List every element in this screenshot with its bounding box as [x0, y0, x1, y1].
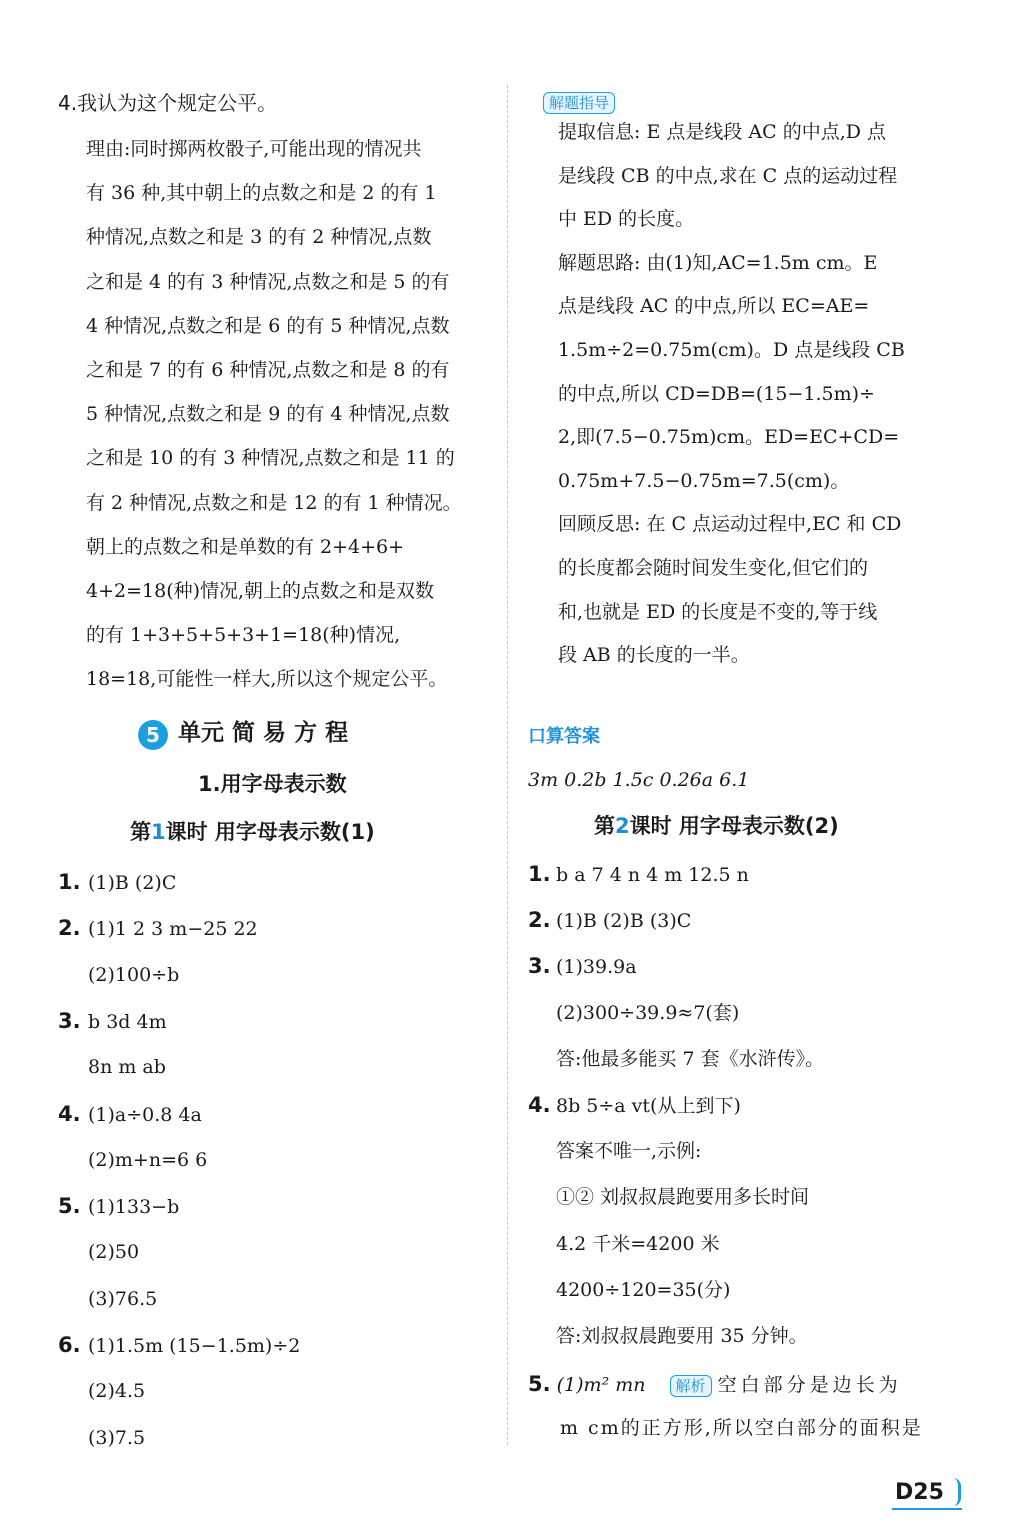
q4-lines-line: 4+2=18(种)情况,朝上的点数之和是双数	[86, 580, 435, 602]
answer-text: (1)B (2)B (3)C	[556, 910, 692, 933]
guide-lines-line: 1.5m÷2=0.75m(cm)。D 点是线段 CB	[558, 339, 905, 361]
answer-row	[528, 862, 749, 887]
answer-row	[58, 1148, 207, 1172]
answer-row	[58, 870, 176, 895]
answer-text: 4200÷120=35(分)	[556, 1278, 731, 1301]
q4-lines-line: 4 种情况,点数之和是 6 的有 5 种情况,点数	[86, 314, 450, 337]
answer-row	[58, 1055, 166, 1079]
q4-lines-line: 有 2 种情况,点数之和是 12 的有 1 种情况。	[86, 491, 462, 514]
answer-row	[528, 1001, 739, 1025]
answer-text: (1)1.5m (15−1.5m)÷2	[88, 1335, 301, 1357]
q5-line1	[528, 1372, 902, 1397]
answer-number: 2.	[58, 916, 81, 941]
analysis-tag: 解析	[670, 1375, 712, 1397]
answer-text: ①② 刘叔叔晨跑要用多长时间	[556, 1186, 810, 1209]
answer-row	[58, 1194, 179, 1219]
guide-lines-line: 的中点,所以 CD=DB=(15−1.5m)÷	[558, 382, 875, 405]
answer-row	[528, 1047, 824, 1071]
q4-lines-line: 18=18,可能性一样大,所以这个规定公平。	[86, 668, 448, 691]
answer-text: (3)7.5	[88, 1426, 146, 1449]
answer-row	[58, 1009, 167, 1034]
answer-row	[58, 1240, 139, 1264]
answer-number: 6.	[58, 1333, 81, 1357]
q4-lines-line: 理由:同时掷两枚骰子,可能出现的情况共	[86, 138, 422, 160]
unit-number-badge: 5	[138, 720, 168, 750]
answer-text: 8n m ab	[88, 1056, 166, 1079]
answer-row	[528, 954, 637, 979]
answer-number: 3.	[528, 954, 551, 979]
answer-row	[528, 1278, 730, 1302]
guide-lines-line: 回顾反思: 在 C 点运动过程中,EC 和 CD	[558, 513, 902, 536]
guide-lines-line: 和,也就是 ED 的长度是不变的,等于线	[558, 600, 878, 623]
unit-title: 单元 简 易 方 程	[178, 720, 349, 746]
guide-lines-line: 是线段 CB 的中点,求在 C 点的运动过程	[558, 164, 898, 187]
answer-text: (1)B (2)C	[88, 872, 177, 894]
lesson-1-title	[130, 820, 375, 844]
guide-tag-wrap	[543, 90, 615, 114]
answer-text: (3)76.5	[88, 1287, 158, 1310]
guide-lines-line: 的长度都会随时间发生变化,但它们的	[558, 557, 869, 579]
answer-number: 2.	[528, 908, 551, 933]
answer-row	[58, 1287, 157, 1311]
page-number: D25	[895, 1480, 944, 1505]
q4-lines-line: 有 36 种,其中朝上的点数之和是 2 的有 1	[86, 182, 437, 205]
answer-number: 1.	[58, 870, 81, 894]
q4-lines-line: 种情况,点数之和是 3 的有 2 种情况,点数	[86, 226, 432, 249]
answer-row	[528, 908, 691, 933]
guide-lines-line: 2,即(7.5−0.75m)cm。ED=EC+CD=	[558, 426, 900, 449]
answer-text: (2)300÷39.9≈7(套)	[556, 1001, 740, 1024]
lesson-suffix: 课时 用字母表示数(1)	[165, 820, 375, 844]
guide-lines-line: 段 AB 的长度的一半。	[558, 644, 750, 667]
page-number-underline	[892, 1508, 962, 1510]
lesson-number: 1	[151, 820, 166, 844]
answer-row	[528, 1232, 720, 1256]
answer-number: 4.	[58, 1101, 81, 1126]
answer-text: (1)a÷0.8 4a	[88, 1103, 202, 1126]
answer-row	[58, 1102, 202, 1127]
answer-text: 4.2 千米=4200 米	[556, 1232, 720, 1255]
answer-number: 3.	[58, 1008, 81, 1033]
answer-number: 5.	[58, 1194, 81, 1219]
q5-line2: m cm的正方形,所以空白部分的面积是	[560, 1417, 923, 1439]
q4-title: 4.我认为这个规定公平。	[58, 91, 278, 115]
guide-lines-line: 点是线段 AC 的中点,所以 EC=AE=	[558, 295, 870, 318]
q4-lines-line: 5 种情况,点数之和是 9 的有 4 种情况,点数	[86, 403, 450, 426]
answer-text: (2)4.5	[88, 1380, 146, 1403]
answer-text: (1)39.9a	[556, 956, 637, 979]
q4-lines-line: 朝上的点数之和是单数的有 2+4+6+	[86, 535, 405, 558]
answer-text: (2)50	[88, 1241, 140, 1264]
answer-text: (1)133−b	[88, 1196, 180, 1219]
column-divider	[507, 85, 508, 1445]
answer-number: 1.	[528, 862, 551, 886]
answer-text: b 3d 4m	[88, 1010, 167, 1033]
oral-answer-title: 口算答案	[528, 726, 600, 747]
answer-text: b a 7 4 n 4 m 12.5 n	[556, 864, 749, 886]
oral-answers: 3m 0.2b 1.5c 0.26a 6.1	[528, 769, 750, 791]
answer-text: (2)100÷b	[88, 963, 180, 986]
q5-tail: 空白部分是边长为	[717, 1374, 902, 1396]
answer-text: 8b 5÷a vt(从上到下)	[556, 1095, 741, 1117]
answer-row	[58, 916, 258, 941]
lesson-number: 2	[615, 814, 630, 838]
q4-lines-line: 之和是 4 的有 3 种情况,点数之和是 5 的有	[86, 270, 450, 293]
q4-lines-line: 之和是 7 的有 6 种情况,点数之和是 8 的有	[86, 359, 450, 381]
answer-row	[58, 1379, 145, 1403]
guide-lines-line: 解题思路: 由(1)知,AC=1.5m cm。E	[558, 251, 878, 274]
answer-text: (1)1 2 3 m−25 22	[88, 918, 258, 941]
answer-text: 答:刘叔叔晨跑要用 35 分钟。	[556, 1325, 808, 1347]
q5-text: (1)m² mn	[556, 1374, 646, 1396]
answer-row	[528, 1185, 809, 1209]
answer-number: 4.	[528, 1093, 551, 1117]
answer-row	[58, 1333, 300, 1358]
answer-row	[528, 1093, 741, 1118]
guide-lines-line: 提取信息: E 点是线段 AC 的中点,D 点	[558, 121, 887, 143]
lesson-prefix: 第	[594, 814, 615, 838]
answer-row	[58, 1426, 145, 1450]
guide-lines-line: 中 ED 的长度。	[558, 208, 695, 231]
unit-heading	[138, 720, 348, 750]
lesson-2-title	[594, 814, 839, 838]
answer-text: 答:他最多能买 7 套《水浒传》。	[556, 1047, 825, 1070]
answer-row	[58, 963, 179, 987]
lesson-suffix: 课时 用字母表示数(2)	[629, 814, 839, 838]
q4-lines-line: 之和是 10 的有 3 种情况,点数之和是 11 的	[86, 447, 455, 470]
q4-lines-line: 的有 1+3+5+5+3+1=18(种)情况,	[86, 624, 401, 647]
answer-row	[528, 1324, 808, 1348]
lesson-prefix: 第	[130, 820, 151, 844]
guide-tag: 解题指导	[543, 92, 615, 114]
answer-text: (2)m+n=6 6	[88, 1148, 208, 1171]
guide-lines-line: 0.75m+7.5−0.75m=7.5(cm)。	[558, 469, 850, 492]
section-title: 1.用字母表示数	[198, 772, 347, 796]
answer-text: 答案不唯一,示例:	[556, 1140, 702, 1163]
answer-row	[528, 1139, 701, 1163]
q5-number: 5.	[528, 1372, 551, 1396]
page-number-decoration	[940, 1478, 961, 1506]
